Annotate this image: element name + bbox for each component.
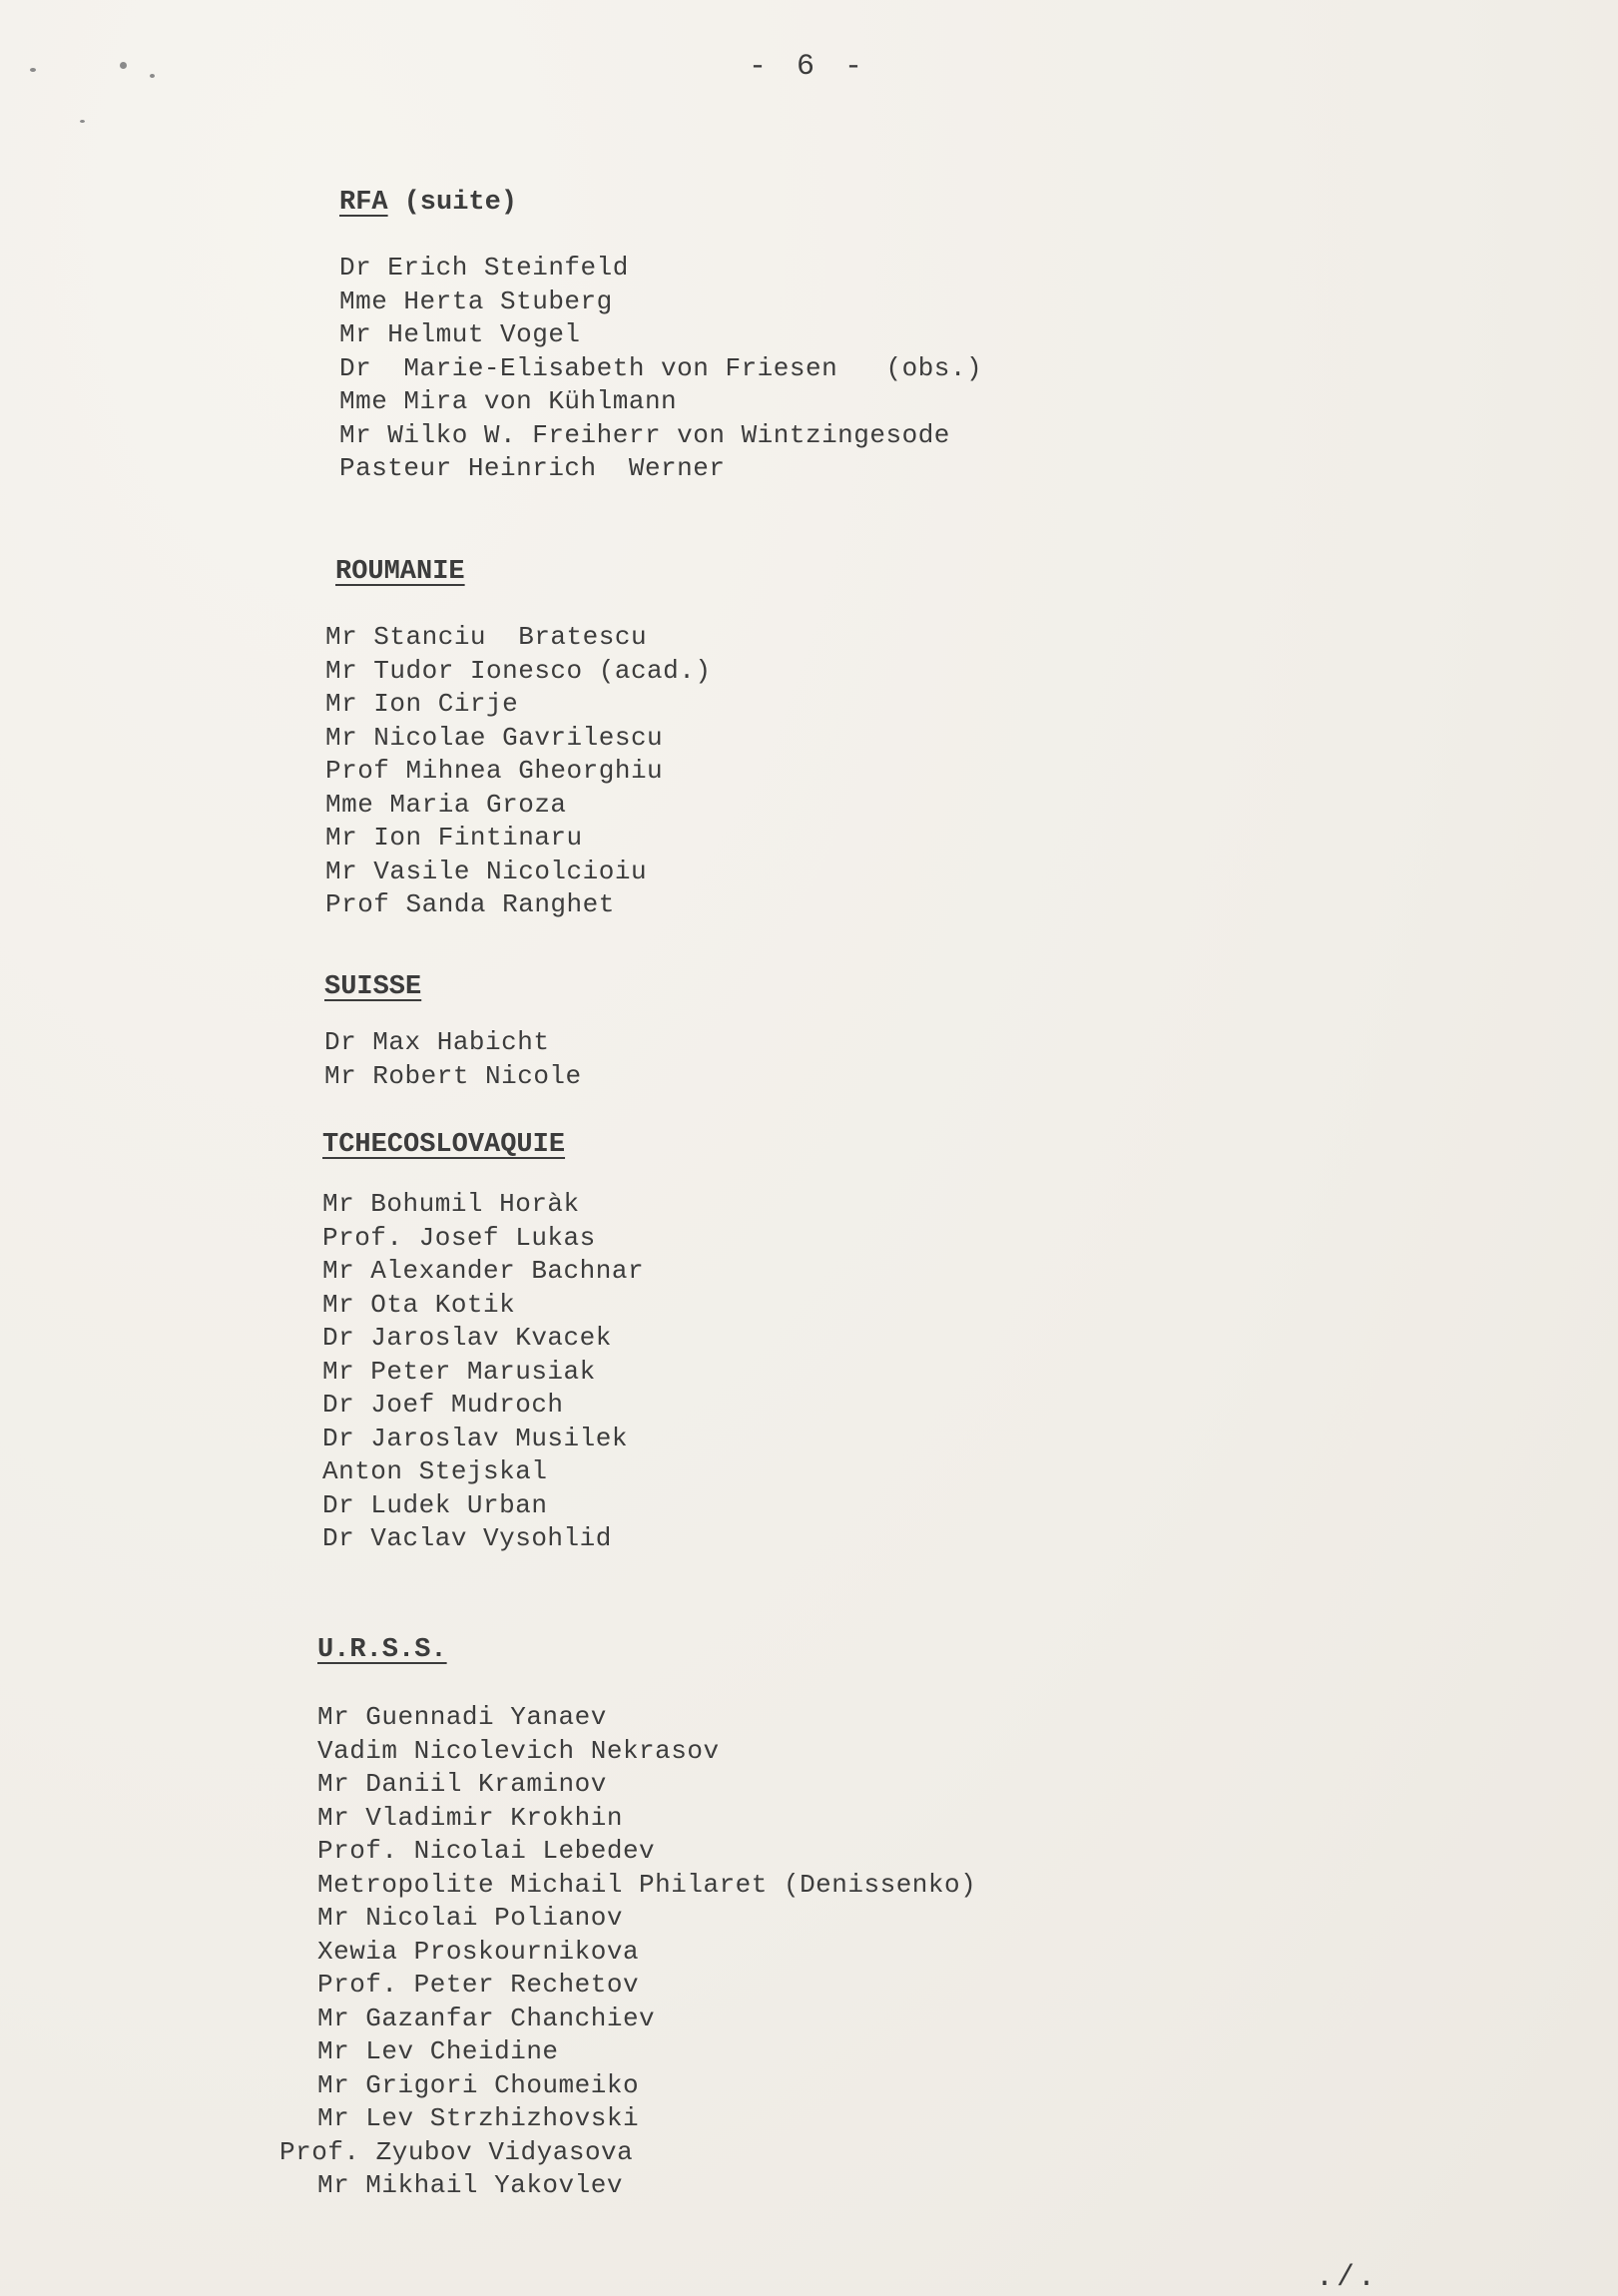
- section-heading: U.R.S.S.: [317, 1635, 447, 1665]
- participant-entry: Mr Lev Cheidine: [317, 2036, 559, 2066]
- participant-list: [322, 1188, 644, 1556]
- participant-entry: Dr Ludek Urban: [322, 1489, 548, 1520]
- participant-entry: Dr Marie-Elisabeth von Friesen (obs.): [339, 352, 983, 383]
- participant-entry: Mr Mikhail Yakovlev: [317, 2170, 623, 2200]
- participant-entry: Mr Helmut Vogel: [339, 319, 581, 349]
- participant-entry: Mme Mira von Kühlmann: [339, 386, 678, 416]
- paper-speck: [30, 68, 36, 72]
- participant-entry: Mr Peter Marusiak: [322, 1356, 596, 1387]
- participant-entry: Mr Nicolae Gavrilescu: [325, 722, 664, 753]
- participant-entry: Mr Bohumil Horàk: [322, 1189, 580, 1219]
- section-roumanie: [325, 555, 721, 922]
- participant-entry: Metropolite Michail Philaret (Denissenko): [317, 1869, 977, 1900]
- participant-entry: Mr Lev Strzhizhovski: [317, 2103, 640, 2133]
- participant-entry: Dr Vaclav Vysohlid: [322, 1523, 612, 1553]
- participant-entry: Prof Sanda Ranghet: [325, 889, 615, 919]
- participant-entry: Prof. Josef Lukas: [322, 1222, 596, 1253]
- participant-entry: Dr Max Habicht: [324, 1027, 550, 1057]
- section-suisse: [324, 970, 582, 1093]
- participant-entry: Mr Vladimir Krokhin: [317, 1802, 623, 1833]
- participant-entry: Dr Joef Mudroch: [322, 1390, 564, 1420]
- participant-entry: Vadim Nicolevich Nekrasov: [317, 1735, 720, 1766]
- continuation-mark: ./.: [1316, 2261, 1379, 2295]
- section-urss: [279, 1633, 977, 2203]
- participant-entry: Mr Vasile Nicolcioiu: [325, 856, 648, 886]
- participant-entry: Prof. Nicolai Lebedev: [317, 1836, 656, 1866]
- participant-entry: Dr Jaroslav Kvacek: [322, 1323, 612, 1353]
- participant-entry: Mr Ion Fintinaru: [325, 823, 583, 853]
- section-tchecoslovaquie: [322, 1128, 644, 1556]
- participant-entry: Mr Grigori Choumeiko: [317, 2069, 640, 2100]
- section-heading-suffix: (suite): [403, 188, 518, 218]
- page-number: - 6 -: [749, 50, 869, 84]
- section-heading-text: RFA: [339, 188, 388, 218]
- participant-entry: Dr Erich Steinfeld: [339, 253, 629, 283]
- paper-speck: [150, 74, 155, 78]
- section-heading: ROUMANIE: [335, 557, 465, 587]
- paper-speck: [80, 120, 85, 123]
- participant-entry: Mme Herta Stuberg: [339, 286, 613, 316]
- participant-entry: Mr Guennadi Yanaev: [317, 1702, 607, 1732]
- participant-entry: Mr Daniil Kraminov: [317, 1769, 607, 1799]
- section-heading: SUISSE: [324, 972, 422, 1002]
- participant-entry: Mr Robert Nicole: [324, 1060, 582, 1091]
- participant-entry: Mr Tudor Ionesco (acad.): [325, 655, 712, 686]
- participant-entry: Mr Wilko W. Freiherr von Wintzingesode: [339, 419, 950, 450]
- participant-entry: Pasteur Heinrich Werner: [339, 453, 726, 483]
- participant-entry: Dr Jaroslav Musilek: [322, 1423, 628, 1453]
- section-rfa: [339, 186, 982, 486]
- participant-entry: Mr Alexander Bachnar: [322, 1256, 645, 1286]
- participant-entry: Prof. Zyubov Vidyasova: [279, 2136, 634, 2167]
- participant-entry: Mr Gazanfar Chanchiev: [317, 2003, 656, 2033]
- participant-entry: Mme Maria Groza: [325, 789, 567, 820]
- participant-list: [325, 621, 711, 922]
- participant-entry: Mr Ota Kotik: [322, 1289, 516, 1320]
- participant-entry: Mr Ion Cirje: [325, 689, 519, 719]
- participant-entry: Mr Nicolai Polianov: [317, 1903, 623, 1933]
- participant-entry: Prof Mihnea Gheorghiu: [325, 756, 664, 786]
- paper-speck: [120, 62, 127, 69]
- participant-list: [339, 252, 982, 486]
- participant-entry: Xewia Proskournikova: [317, 1936, 640, 1967]
- participant-entry: Anton Stejskal: [322, 1456, 548, 1486]
- section-heading: [339, 186, 982, 220]
- participant-list: [324, 1026, 582, 1093]
- participant-entry: Prof. Peter Rechetov: [317, 1970, 640, 2000]
- participant-entry: Mr Stanciu Bratescu: [325, 622, 648, 652]
- participant-list: [279, 1701, 977, 2203]
- section-heading: TCHECOSLOVAQUIE: [322, 1130, 566, 1160]
